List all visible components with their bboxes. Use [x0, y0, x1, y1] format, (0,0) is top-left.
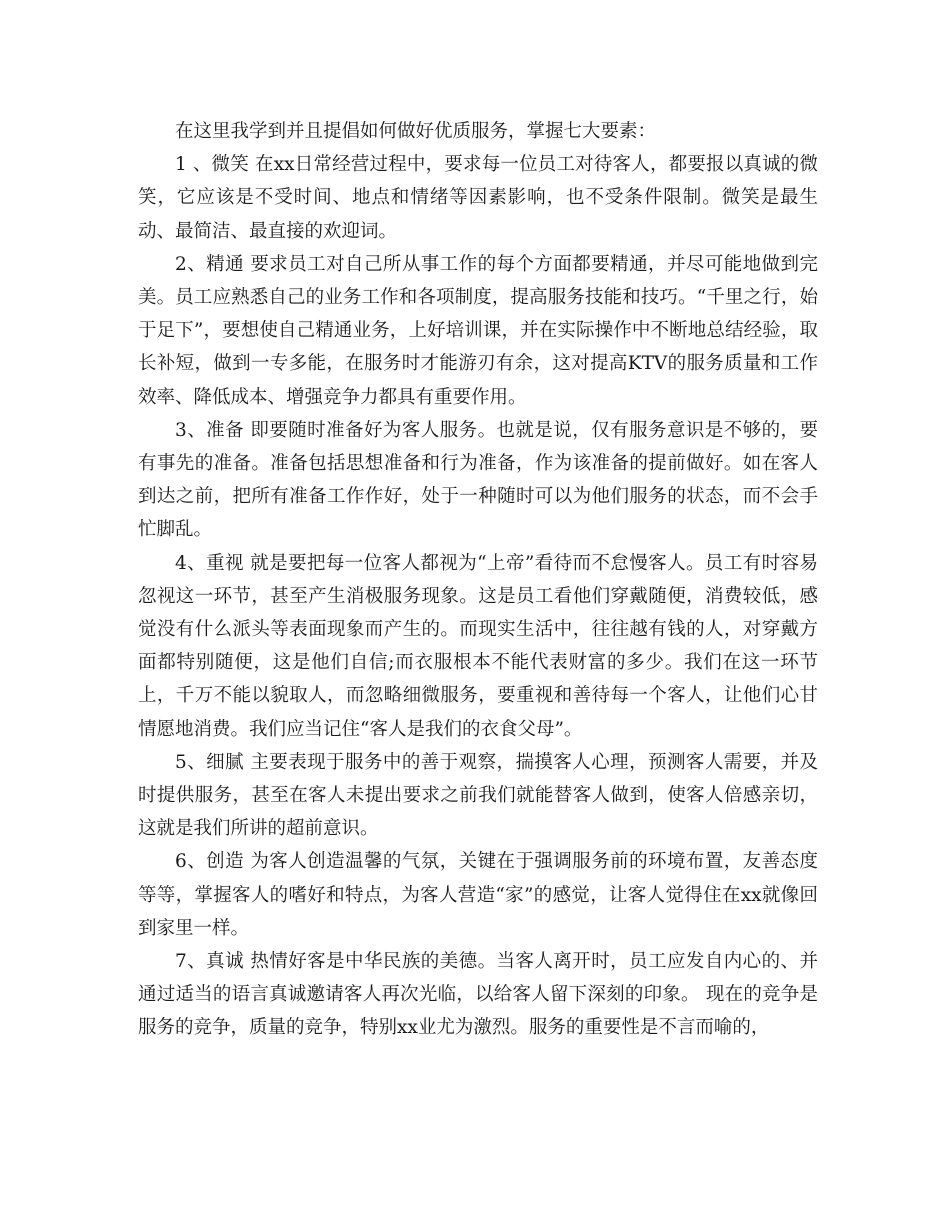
paragraph-preparation: 3、准备 即要随时准备好为客人服务。也就是说，仅有服务意识是不够的，要有事先的准备。准备包括思想准备和行为准备，作为该准备的提前做好。如在客人到达之前，把所有准备工作作好，处于一种随时可以为他们服务的状态，而不会手忙脚乱。 — [138, 419, 818, 541]
paragraph-creation: 6、创造 为客人创造温馨的气氛，关键在于强调服务前的环境布置，友善态度等等，掌握客人的嗜好和特点，为客人营造“家”的感觉，让客人觉得住在xx就像回到家里一样。 — [138, 851, 818, 939]
paragraph-proficiency: 2、精通 要求员工对自己所从事工作的每个方面都要精通，并尽可能地做到完美。员工应熟悉自己的业务工作和各项制度，提高服务技能和技巧。“千里之行，始于足下”，要想使自己精通业务，上好培训课，并在实际操作中不断地总结经验，取长补短，做到一专多能，在服务时才能游刃有余，这对提高KTV的服务质量和工作效率、降低成本、增强竞争力都具有重要作用。 — [138, 253, 818, 408]
document-body — [138, 115, 818, 1045]
paragraph-meticulous: 5、细腻 主要表现于服务中的善于观察，揣摸客人心理，预测客人需要，并及时提供服务，甚至在客人未提出要求之前我们就能替客人做到，使客人倍感亲切，这就是我们所讲的超前意识。 — [138, 751, 818, 840]
intro-paragraph: 在这里我学到并且提倡如何做好优质服务，掌握七大要素： — [175, 121, 657, 142]
paragraph-sincerity: 7、真诚 热情好客是中华民族的美德。当客人离开时，员工应发自内心的、并通过适当的语言真诚邀请客人再次光临，以给客人留下深刻的印象。 现在的竞争是服务的竞争，质量的竞争，特别xx业尤为激烈。服务的重要性是不言而喻的， — [138, 951, 818, 1039]
paragraph-attention: 4、重视 就是要把每一位客人都视为“上帝”看待而不怠慢客人。员工有时容易忽视这一环节，甚至产生消极服务现象。这是员工看他们穿戴随便，消费较低，感觉没有什么派头等表面现象而产生的。而现实生活中，往往越有钱的人，对穿戴方面都特别随便，这是他们自信;而衣服根本不能代表财富的多少。我们在这一环节上，千万不能以貌取人，而忽略细微服务，要重视和善待每一个客人，让他们心甘情愿地消费。我们应当记住“客人是我们的衣食父母”。 — [138, 552, 818, 740]
paragraph-smile: 1 、微笑 在xx日常经营过程中，要求每一位员工对待客人，都要报以真诚的微笑，它应该是不受时间、地点和情绪等因素影响，也不受条件限制。微笑是最生动、最简洁、最直接的欢迎词。 — [138, 154, 818, 242]
